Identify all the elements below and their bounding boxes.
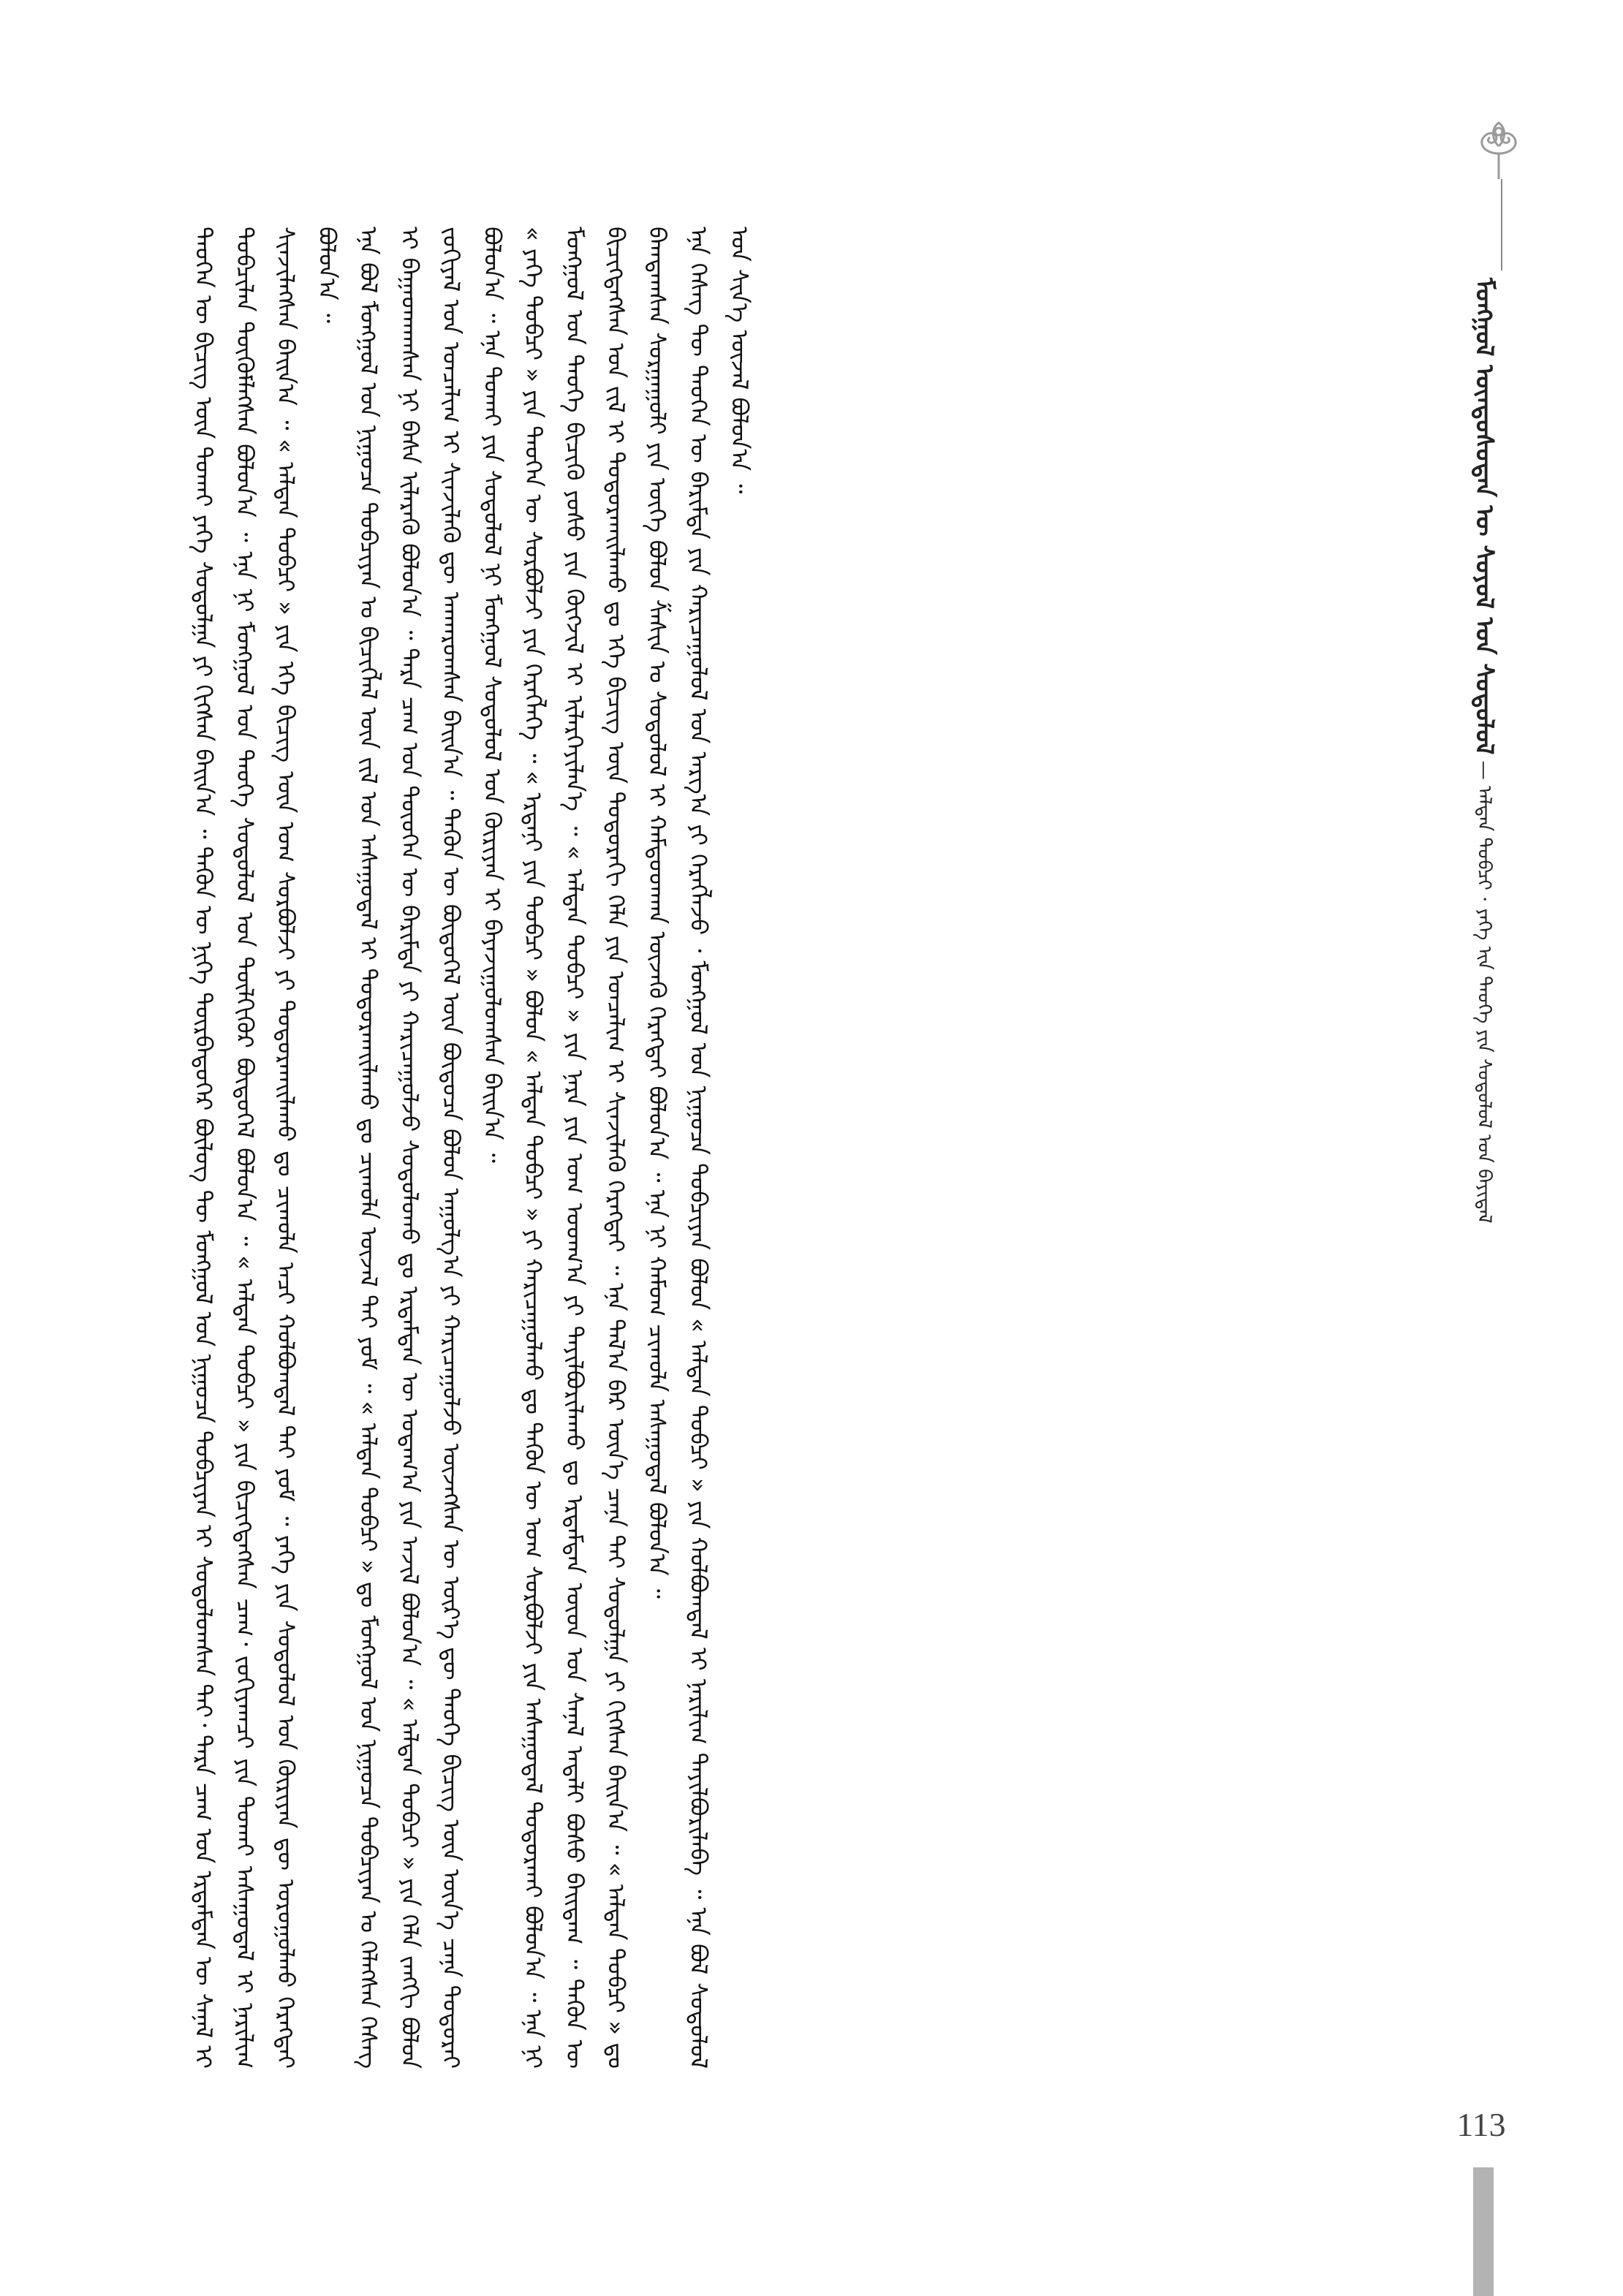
- paragraph: ᠡᠨᠡ ᠪᠣᠯ ᠮᠣᠩᠭᠣᠯ ᠤᠨ ᠨᠢᠭᠤᠴᠠ ᠲᠣᠪᠴᠢᠶᠠᠨ ᠤ ᠪᠢᠴᠢᠭᠯᠡᠯ ᠦᠨ ᠵᠢᠯ ᠤᠨ ᠠᠰᠠᠭᠤᠳᠠᠯ ᠢ ᠲᠣᠳᠤᠷᠬᠠᠢᠯᠠᠬᠤ ᠳᠤ ᠴᠢᠬᠤᠯᠠ ᠦᠵᠡᠯ ᠲᠡᠢ ᠶᠤᠮ ᠃ « ᠠᠯᠲᠠᠨ ᠲᠣᠪᠴᠢ » ᠳᠤ ᠮᠣᠩᠭᠣᠯ ᠤᠨ ᠨᠢᠭᠤᠴᠠ ᠲᠣᠪᠴᠢᠶᠠᠨ ᠤ ᠬᠡᠯᠡᠭᠰᠡᠨ ᠬᠡᠰᠡᠭ ᠢ ᠪᠠᠭᠠᠳᠬᠠᠭᠰᠠᠨ ᠨᠢ ᠪᠠᠰᠠ ᠢᠯᠡᠷᠡᠬᠦ ᠪᠣᠯᠤᠨ᠎ᠠ ᠃ ᠲᠡᠷᠡ ᠴᠠᠭ ᠤᠨ ᠲᠦᠦᠬᠡᠨ ᠦ ᠪᠠᠷᠢᠮᠲᠠ ᠶᠢ ᠬᠠᠷᠢᠴᠠᠭᠤᠯᠵᠤ ᠰᠤᠳᠤᠯᠤᠬᠤ ᠳᠤ ᠡᠷᠳᠡᠮᠲᠡᠨ ᠦ ᠤᠳᠠᠭ᠎ᠠ ᠶᠢᠨ ᠠᠵᠢᠯ ᠪᠣᠯᠤᠨ᠎ᠠ ᠃ « ᠠᠯᠲᠠᠨ ᠲᠣᠪᠴᠢ » ᠶᠢᠨ ᠬᠡᠯᠡ ᠵᠠᠩᠭᠢ ᠪᠣᠯᠤᠨ ᠵᠣᠬᠢᠶᠠᠯ ᠤᠨ ᠣᠨᠴᠠᠯᠢᠭ ᠢ ᠰᠢᠨᠵᠢᠯᠡᠬᠦ ᠳᠦ ᠠᠨᠬᠠᠷᠤᠭᠰᠠᠨ ᠪᠠᠢᠨ᠎ᠠ ᠃ ᠲᠡᠭᠦᠨ ᠦ ᠪᠦᠲᠦᠭᠡᠯ ᠦᠨ ᠪᠦᠲᠦᠴᠡ ᠪᠣᠯᠤᠨ ᠠᠭᠤᠯᠭ᠎ᠠ ᠶᠢ ᠬᠠᠷᠢᠴᠠᠭᠤᠯᠵᠤ ᠦᠵᠡᠭᠰᠡᠨ ᠦ ᠦᠷ᠎ᠡ ᠳᠦ ᠲᠡᠦᠬᠡ ᠪᠢᠴᠢᠭ ᠦᠨ ᠦᠨ᠎ᠡ ᠴᠡᠨᠡ ᠲᠣᠳᠣᠷᠠᠢ ᠪᠣᠯᠤᠨ᠎ᠠ ᠃ ᠡᠨᠡ ᠲᠤᠬᠠᠢ ᠶᠢᠨ ᠰᠤᠳᠤᠯᠤᠯ ᠨᠢ ᠮᠣᠩᠭᠣᠯ ᠰᠤᠳᠤᠯᠤᠯ ᠤᠨ ᠬᠦᠷᠢᠶᠡᠨ ᠢ ᠪᠠᠶᠠᠵᠢᠭᠤᠯᠤᠭᠰᠠᠨ ᠪᠠᠢᠨ᠎ᠠ ᠃: [355, 227, 507, 2069]
- paragraph: « ᠶᠡᠬᠡ ᠲᠣᠪᠴᠢ » ᠶᠢᠨ ᠲᠡᠦᠬᠡᠨ ᠦ ᠰᠤᠷᠪᠤᠯᠵᠢ ᠶᠢᠨ ᠬᠡᠷᠡᠭᠯᠡᠭᠡ ᠃ « ᠡᠷᠳᠡᠨᠢ ᠶᠢᠨ ᠲᠣᠪᠴᠢ » ᠪᠣᠯᠤᠨ « ᠠᠯᠲᠠᠨ ᠲᠣᠪᠴᠢ » ᠶᠢ ᠬᠠᠷᠢᠴᠠᠭᠤᠯᠬᠤ ᠳᠤ ᠲᠡᠭᠦᠨ ᠦ ᠤᠭ ᠰᠤᠷᠪᠤᠯᠵᠢ ᠶᠢᠨ ᠠᠰᠠᠭᠤᠳᠠᠯ ᠲᠣᠳᠣᠷᠬᠠᠢ ᠪᠣᠯᠤᠨ᠎ᠠ ᠃ ᠡᠨᠡ ᠨᠢ ᠮᠣᠩᠭᠣᠯ ᠤᠨ ᠲᠡᠦᠬᠡ ᠪᠢᠴᠢᠬᠦ ᠶᠣᠰᠣ ᠶᠢᠨ ᠬᠥᠭᠵᠢᠯ ᠢ ᠢᠯᠡᠷᠬᠡᠶᠢᠯᠡᠨ᠎ᠡ ᠃ « ᠠᠯᠲᠠᠨ ᠲᠣᠪᠴᠢ » ᠶᠢᠨ ᠨᠡᠷᠡ ᠶᠢᠨ ᠤᠭ ᠤᠳᠬ᠎ᠠ ᠶᠢ ᠲᠠᠶᠢᠯᠪᠤᠷᠢᠯᠠᠬᠤ ᠳᠤ ᠡᠷᠳᠡᠮᠲᠡᠨ ᠦᠳ ᠤᠨ ᠰᠠᠨᠠᠯ ᠠᠳᠠᠯᠢ ᠪᠤᠰᠤ ᠪᠠᠢᠳᠠᠭ ᠃ ᠲᠡᠭᠦᠨ ᠦ ᠪᠢᠴᠢᠭᠳᠡᠭᠰᠡᠨ ᠣᠨ ᠵᠢᠯ ᠢ ᠲᠣᠳᠤᠷᠬᠠᠢᠯᠠᠬᠤ ᠳᠤ ᠡᠬᠡ ᠪᠢᠴᠢᠭ ᠦᠨ ᠳᠣᠲᠣᠷᠠᠬᠢ ᠬᠡᠯᠡ ᠶᠢᠨ ᠣᠨᠴᠠᠯᠢᠭ ᠢ ᠰᠢᠨᠵᠢᠯᠡᠬᠦ ᠬᠡᠷᠡᠭᠲᠡᠢ ᠃ ᠡᠨᠡ ᠲᠠᠯ᠎ᠠ ᠪᠠᠷ ᠦᠨ᠎ᠡ ᠴᠡᠨᠡ ᠲᠠᠢ ᠰᠤᠳᠤᠯᠭᠠ ᠶᠢ ᠬᠢᠭᠰᠡᠨ ᠪᠠᠢᠨ᠎ᠠ ᠃ « ᠠᠯᠲᠠᠨ ᠲᠣᠪᠴᠢ » ᠳᠤ ᠪᠠᠭᠲᠠᠭᠰᠠᠨ ᠰᠤᠷᠭᠠᠭᠤᠯᠢ ᠶᠢᠨ ᠦᠭᠡ ᠪᠣᠯᠤᠨ ᠱᠠᠰᠢᠨ ᠤ ᠰᠤᠳᠤᠯᠤᠯ ᠢ ᠬᠠᠮᠲᠤᠳᠬᠠᠨ ᠦᠵᠡᠬᠦ ᠬᠡᠷᠡᠭᠲᠡᠢ ᠪᠣᠯᠤᠨ᠎ᠠ ᠃ ᠡᠨᠡ ᠨᠢ ᠬᠠᠮᠤᠭ ᠴᠢᠬᠤᠯᠠ ᠠᠰᠠᠭᠤᠳᠠᠯ ᠪᠣᠯᠤᠨ᠎ᠠ ᠃: [519, 227, 671, 2069]
- paragraph: ᠡᠨᠡ ᠬᠡᠰᠡᠭ ᠲᠦ ᠲᠡᠦᠬᠡᠨ ᠦ ᠪᠠᠷᠢᠮᠲᠠ ᠶᠢᠨ ᠬᠠᠷᠢᠴᠠᠭᠤᠯᠤᠯ ᠤᠨ ᠠᠷᠭ᠎ᠠ ᠶᠢ ᠬᠡᠷᠡᠭᠯᠡᠵᠤ ᠂ ᠮᠣᠩᠭᠣᠯ ᠤᠨ ᠨᠢᠭᠤᠴᠠ ᠲᠣᠪᠴᠢᠶᠠᠨ ᠪᠣᠯᠤᠨ « ᠠᠯᠲᠠᠨ ᠲᠣᠪᠴᠢ » ᠶᠢᠨ ᠬᠣᠯᠪᠣᠭᠳᠠᠯ ᠢ ᠨᠠᠷᠢᠯᠢᠭ ᠲᠠᠶᠢᠯᠪᠤᠷᠢᠯᠠᠪᠠ ᠃ ᠡᠨᠡ ᠪᠣᠯ ᠰᠤᠳᠤᠯᠤᠯ ᠤᠨ ᠰᠢᠨ᠎ᠡ ᠦᠵᠡᠯ ᠪᠣᠯᠤᠨ᠎ᠠ ᠃: [684, 227, 754, 2069]
- header-separator: —: [1473, 760, 1495, 786]
- body-text: [183, 227, 1448, 2069]
- running-header: [1469, 278, 1550, 1224]
- page-number: 113: [1456, 2106, 1506, 2143]
- header-ornament-icon: [1469, 117, 1528, 183]
- paragraph: ᠲᠡᠦᠬᠡᠨ ᠦ ᠪᠢᠴᠢᠭ ᠦᠨ ᠲᠤᠬᠠᠢ ᠶᠡᠬᠡ ᠰᠤᠳᠤᠯᠭᠠ ᠶᠢ ᠬᠢᠭᠰᠡᠨ ᠪᠠᠢᠨ᠎ᠠ ᠃ ᠲᠡᠭᠦᠨ ᠦ ᠨᠢᠭᠡ ᠳᠦᠷᠪᠡᠳᠦᠭᠡᠷ ᠪᠦᠯᠦᠭ ᠲᠦ ᠮᠣᠩᠭᠣᠯ ᠤᠨ ᠨᠢᠭᠤᠴᠠ ᠲᠣᠪᠴᠢᠶᠠᠨ ᠢ ᠰᠣᠳᠤᠯᠤᠭᠰᠠᠨ ᠲᠠᠢ᠂ ᠲᠡᠷᠡ ᠴᠠᠭ ᠤᠨ ᠡᠷᠳᠡᠮᠲᠡᠨ ᠦ ᠰᠠᠨᠠᠯ ᠢ ᠲᠣᠪᠴᠢᠯᠠᠨ ᠳᠦᠭᠦᠮᠯᠡᠭᠰᠡᠨ ᠪᠣᠯᠤᠨ᠎ᠠ ᠃ ᠡᠨᠡ ᠨᠢ ᠮᠣᠩᠭᠣᠯ ᠤᠨ ᠲᠡᠦᠬᠡ ᠰᠤᠳᠤᠯᠤᠯ ᠤᠨ ᠲᠦᠯᠬᠢᠭᠦᠷ ᠪᠦᠲᠦᠭᠡᠯ ᠪᠣᠯᠤᠨ᠎ᠠ ᠃ « ᠠᠯᠲᠠᠨ ᠲᠣᠪᠴᠢ » ᠶᠢᠨ ᠪᠢᠴᠢᠭᠳᠡᠭᠰᠡᠨ ᠴᠠᠭ᠂ ᠵᠣᠬᠢᠶᠠᠭᠴᠢ ᠶᠢᠨ ᠲᠤᠬᠠᠢ ᠠᠰᠠᠭᠤᠳᠠᠯ ᠢ ᠨᠠᠷᠢᠯᠢᠭ ᠰᠢᠨᠵᠢᠯᠡᠭᠰᠡᠨ ᠪᠠᠢᠨ᠎ᠠ ᠃ « ᠠᠯᠲᠠᠨ ᠲᠣᠪᠴᠢ » ᠶᠢᠨ ᠡᠬᠡ ᠪᠢᠴᠢᠭ ᠦᠨ ᠤᠭ ᠰᠤᠷᠪᠤᠯᠵᠢ ᠶᠢ ᠲᠣᠳᠤᠷᠬᠠᠢᠯᠠᠬᠤ ᠳᠤ ᠴᠢᠬᠤᠯᠠ ᠠᠴᠢ ᠬᠣᠯᠪᠣᠭᠳᠠᠯ ᠲᠠᠢ ᠶᠤᠮ ᠃ ᠶᠡᠬᠡ ᠶᠢᠨ ᠰᠤᠳᠤᠯᠤᠯ ᠤᠨ ᠬᠦᠷᠢᠶᠡᠨ ᠳᠦ ᠣᠷᠣᠭᠤᠯᠬᠤ ᠬᠡᠷᠡᠭᠲᠡᠢ ᠪᠣᠯᠤᠨ᠎ᠠ ᠃: [189, 227, 341, 2069]
- header-rule: [1501, 179, 1502, 270]
- header-subtitle: ᠠᠯᠲᠠᠨ ᠲᠣᠪᠴᠢ · ᠶᠡᠬᠡ ᠢᠨ ᠲᠡᠦᠬᠡ ᠶᠢᠨ ᠰᠣᠳᠤᠯᠤᠯ ᠤᠨ ᠪᠠᠶᠢᠳᠠᠯ: [1473, 785, 1495, 1224]
- page-edge-tab: [1473, 2167, 1494, 2296]
- header-title: ᠮᠣᠩᠭᠣᠯ ᠦᠨᠳᠦᠰᠦᠲᠡᠨ ᠦ ᠰᠤᠶᠤᠯ ᠤᠨ ᠰᠣᠳᠤᠯᠤᠯ: [1469, 278, 1499, 755]
